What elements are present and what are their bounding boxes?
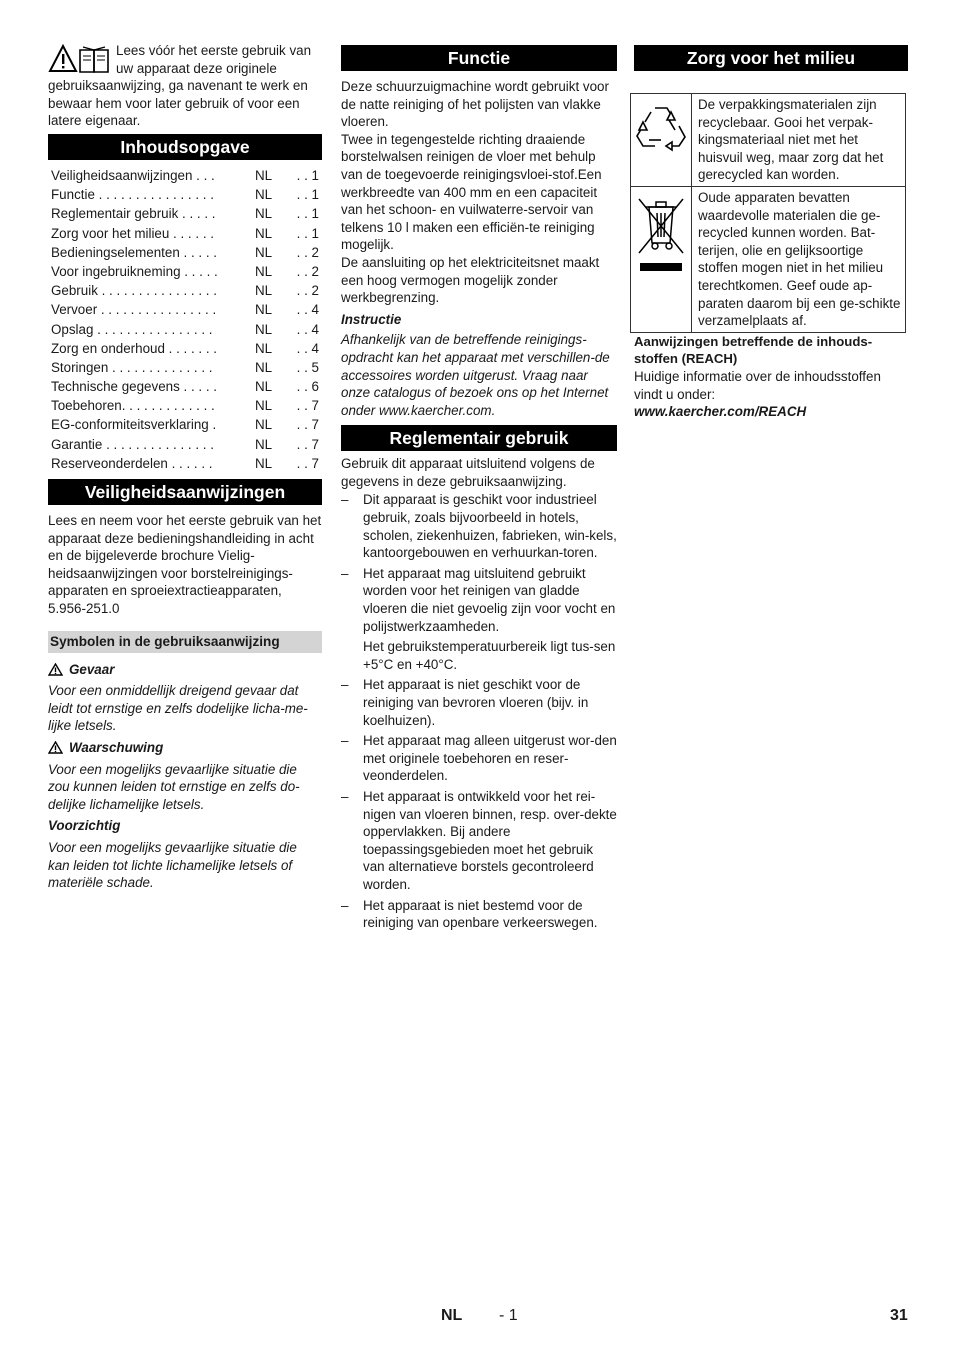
toc-entry[interactable] [48, 243, 322, 262]
toc-entry-page: . . 4 [296, 321, 319, 337]
table-cell-icon [631, 94, 692, 187]
toc-entry-lang: NL [255, 321, 273, 337]
symbols-heading: Symbolen in de gebruiksaanwijzing [48, 631, 322, 653]
toc-entry-page: . . 4 [296, 340, 319, 356]
toc-entry-page: . . 5 [296, 359, 319, 375]
toc-entry[interactable] [48, 396, 322, 415]
toc-entry[interactable] [48, 415, 322, 434]
recycle-text: De verpakkingsmaterialen zijn recyclebaar. Gooi het verpak-kingsmateriaal niet met het huisvuil weg, maar zorg dat het gerecycled kan worden. [692, 94, 906, 187]
function-p2: Twee in tegengestelde richting draaiende borstelwalsen reinigen de vloer met behulp van de toegevoerde reinigingsvloei-stof.Een werkbreedte van 400 mm en een capaciteit van het schoon- en vuilwaterre-servoir van telkens 10 l maken een efficiën-te reiniging mogelijk. [341, 131, 602, 253]
toc-entry-page: . . 7 [296, 398, 319, 414]
toc-entry-title: EG-conformiteitsverklaring . [51, 417, 217, 433]
toc-entry-lang: NL [255, 283, 273, 299]
intro-text: Lees vóór het eerste gebruik van uw apparaat deze originele gebruiksaanwijzing, ga navenant te werk en bewaar hem voor later gebruik of voor een latere eigenaar. [48, 43, 312, 129]
list-item: – Dit apparaat is geschikt voor industrieel gebruik, zoals bijvoorbeeld in hotels, scholen, ziekenhuizen, fabrieken, win-kels, kantoorgebouwen en verhuurkan-toren. [341, 491, 617, 561]
toc-entry-lang: NL [255, 398, 273, 414]
toc-entry-lang: NL [255, 455, 273, 471]
toc-entry[interactable] [48, 435, 322, 454]
toc-entry-page: . . 4 [296, 302, 319, 318]
recycle-icon [635, 100, 687, 152]
list-item [341, 565, 617, 674]
toc-entry-lang: NL [255, 168, 273, 183]
toc-entry[interactable] [48, 300, 322, 319]
toc-entry-lang: NL [255, 225, 273, 241]
crossed-bin-icon [635, 193, 687, 273]
intro-block [48, 42, 322, 134]
toc-entry-lang: NL [255, 359, 273, 375]
toc-entry-page: . . 6 [296, 379, 319, 395]
list-item: – Het apparaat is ontwikkeld voor het rei-nigen van vloeren binnen, resp. over-dekte oppervlakken. Bij andere toepassingsgebieden moet het gebruik van alternatieve borstels gecontroleerd worden. [341, 788, 617, 894]
toc-entry-title: Zorg en onderhoud . . . . . . . [51, 340, 217, 356]
column-right [630, 45, 908, 421]
toc-entry-title: Technische gegevens . . . . . [51, 379, 217, 395]
toc-entry-page: . . 1 [296, 187, 319, 203]
toc-entry[interactable] [48, 224, 322, 243]
footer-page-number: 31 [890, 1307, 908, 1324]
toc-entry[interactable] [48, 339, 322, 358]
function-p3: De aansluiting op het elektriciteitsnet maakt een hoog vermogen mogelijk zonder werkbegrenzing. [341, 254, 600, 306]
toc-entry-page: . . 1 [296, 225, 319, 241]
toc-entry-page: . . 7 [296, 436, 319, 452]
danger-label-row [48, 661, 322, 679]
list-item: – Het apparaat is niet geschikt voor de reiniging van bevroren vloeren (bijv. in koelhuizen). [341, 676, 617, 729]
toc-entry-title: Opslag . . . . . . . . . . . . . . . . [51, 321, 213, 337]
instruction-label: Instructie [341, 311, 402, 327]
toc-entry-title: Toebehoren. . . . . . . . . . . . . [51, 398, 215, 414]
toc-entry-page: . . 2 [296, 244, 319, 260]
list-item: – Het apparaat mag alleen uitgerust wor-den met originele toebehoren en reser-veonderdelen. [341, 732, 617, 785]
toc-entry-lang: NL [255, 187, 273, 203]
temperature-note: Het gebruikstemperatuurbereik ligt tus-sen +5°C en +40°C. [363, 639, 616, 672]
footer-language: NL [441, 1307, 463, 1324]
toc-entry-lang: NL [255, 340, 273, 356]
environment-heading: Zorg voor het milieu [634, 45, 908, 71]
reach-text: Huidige informatie over de inhoudsstoffen vindt u onder: [634, 368, 881, 402]
toc-entry[interactable] [48, 377, 322, 396]
footer-section-page: - 1 [499, 1307, 518, 1324]
caution-label: Voorzichtig [48, 818, 121, 834]
column-left [48, 42, 322, 892]
instruction-text: Afhankelijk van de betreffende reinigings-opdracht kan het apparaat met verschillen-de accessoires worden uitgerust. Vraag naar onze catalogus of bezoek ons op het Internet onder www.kaercher.com. [341, 332, 610, 418]
function-heading: Functie [341, 45, 617, 71]
toc-entry-page: . . 1 [296, 168, 319, 183]
toc-entry-title: Functie . . . . . . . . . . . . . . . . [51, 187, 214, 203]
toc-entry-lang: NL [255, 244, 273, 260]
reach-heading: Aanwijzingen betreffende de inhouds-stoffen (REACH) [634, 333, 873, 367]
toc-entry-title: Veiligheidsaanwijzingen . . . [51, 168, 215, 183]
list-item-text: Het apparaat mag uitsluitend gebruikt worden voor het reinigen van gladde vloeren die niet gevoelig zijn voor vocht en polijstwerkzaamheden. [363, 565, 616, 634]
toc-entry[interactable] [48, 281, 322, 300]
warning-label: Waarschuwing [69, 739, 164, 755]
warning-triangle-icon [48, 741, 63, 754]
toc-entry-lang: NL [255, 302, 273, 318]
table-cell-icon [631, 186, 692, 332]
warning-text: Voor een mogelijks gevaarlijke situatie die zou kunnen leiden tot ernstige en zelfs do-delijke lichamelijke letsels. [48, 761, 300, 812]
toc-entry-title: Reserveonderdelen . . . . . . [51, 455, 213, 471]
toc-entry-page: . . 2 [296, 263, 319, 279]
toc-entry[interactable] [48, 204, 322, 223]
safety-heading: Veiligheidsaanwijzingen [48, 479, 322, 505]
toc-entry-title: Storingen . . . . . . . . . . . . . . [51, 359, 213, 375]
table-row [631, 186, 906, 332]
toc-entry[interactable] [48, 185, 322, 204]
toc-entry-page: . . 7 [296, 455, 319, 471]
reach-link[interactable]: www.kaercher.com/REACH [634, 404, 807, 420]
toc-entry-title: Bedieningselementen . . . . . [51, 244, 217, 260]
toc-heading: Inhoudsopgave [48, 134, 322, 160]
caution-text: Voor een mogelijks gevaarlijke situatie die kan leiden tot lichte lichamelijke letsels of materiële schade. [48, 839, 297, 891]
toc-entry-lang: NL [255, 206, 273, 222]
safety-text: Lees en neem voor het eerste gebruik van het apparaat deze bedieningshandleiding in acht en de bijgeleverde brochure Vielig-heidsaanwijzingen voor borstelreinigings-apparaten en sproeiextractieapparaten, 5.956-251.0 [48, 513, 322, 616]
toc-entry-lang: NL [255, 379, 273, 395]
toc-entry-page: . . 7 [296, 417, 319, 433]
danger-text: Voor een onmiddellijk dreigend gevaar dat leidt tot ernstige en zelfs dodelijke licha-me-lijke letsels. [48, 683, 308, 734]
toc-entry-title: Voor ingebruikneming . . . . . [51, 263, 218, 279]
warning-label-row [48, 739, 322, 757]
toc-entry-title: Vervoer . . . . . . . . . . . . . . . . [51, 302, 217, 318]
table-of-contents [48, 166, 322, 473]
toc-entry-title: Garantie . . . . . . . . . . . . . . . [51, 436, 214, 452]
weee-text: Oude apparaten bevatten waardevolle materialen die ge-recycled kunnen worden. Bat-terijen, olie en gelijksoortige stoffen mogen niet in het milieu terechtkomen. Geef oude ap-paraten daarom bij een ge-schikte verzamelplaats af. [692, 186, 906, 332]
warning-manual-icon [48, 44, 112, 74]
toc-entry-title: Zorg voor het milieu . . . . . . [51, 225, 214, 241]
toc-entry-lang: NL [255, 417, 273, 433]
function-p1: Deze schuurzuigmachine wordt gebruikt voor de natte reiniging of het polijsten van vlakke vloeren. [341, 79, 609, 130]
toc-entry-page: . . 2 [296, 283, 319, 299]
toc-entry[interactable] [48, 166, 322, 185]
use-intro: Gebruik dit apparaat uitsluitend volgens de gegevens in deze gebruiksaanwijzing. [341, 456, 595, 489]
column-middle [341, 45, 617, 932]
use-list [341, 491, 617, 931]
toc-entry-lang: NL [255, 436, 273, 452]
toc-entry[interactable] [48, 358, 322, 377]
toc-entry[interactable] [48, 454, 322, 473]
toc-entry-title: Reglementair gebruik . . . . . [51, 206, 216, 222]
use-heading: Reglementair gebruik [341, 425, 617, 451]
danger-label: Gevaar [69, 661, 115, 677]
toc-entry-title: Gebruik . . . . . . . . . . . . . . . . [51, 283, 217, 299]
toc-entry[interactable] [48, 320, 322, 339]
table-row [631, 94, 906, 187]
environment-table [630, 93, 906, 333]
toc-entry[interactable] [48, 262, 322, 281]
toc-entry-lang: NL [255, 263, 273, 279]
warning-triangle-icon [48, 663, 63, 676]
toc-entry-page: . . 1 [296, 206, 319, 222]
list-item: – Het apparaat is niet bestemd voor de reiniging van openbare verkeerswegen. [341, 897, 617, 932]
